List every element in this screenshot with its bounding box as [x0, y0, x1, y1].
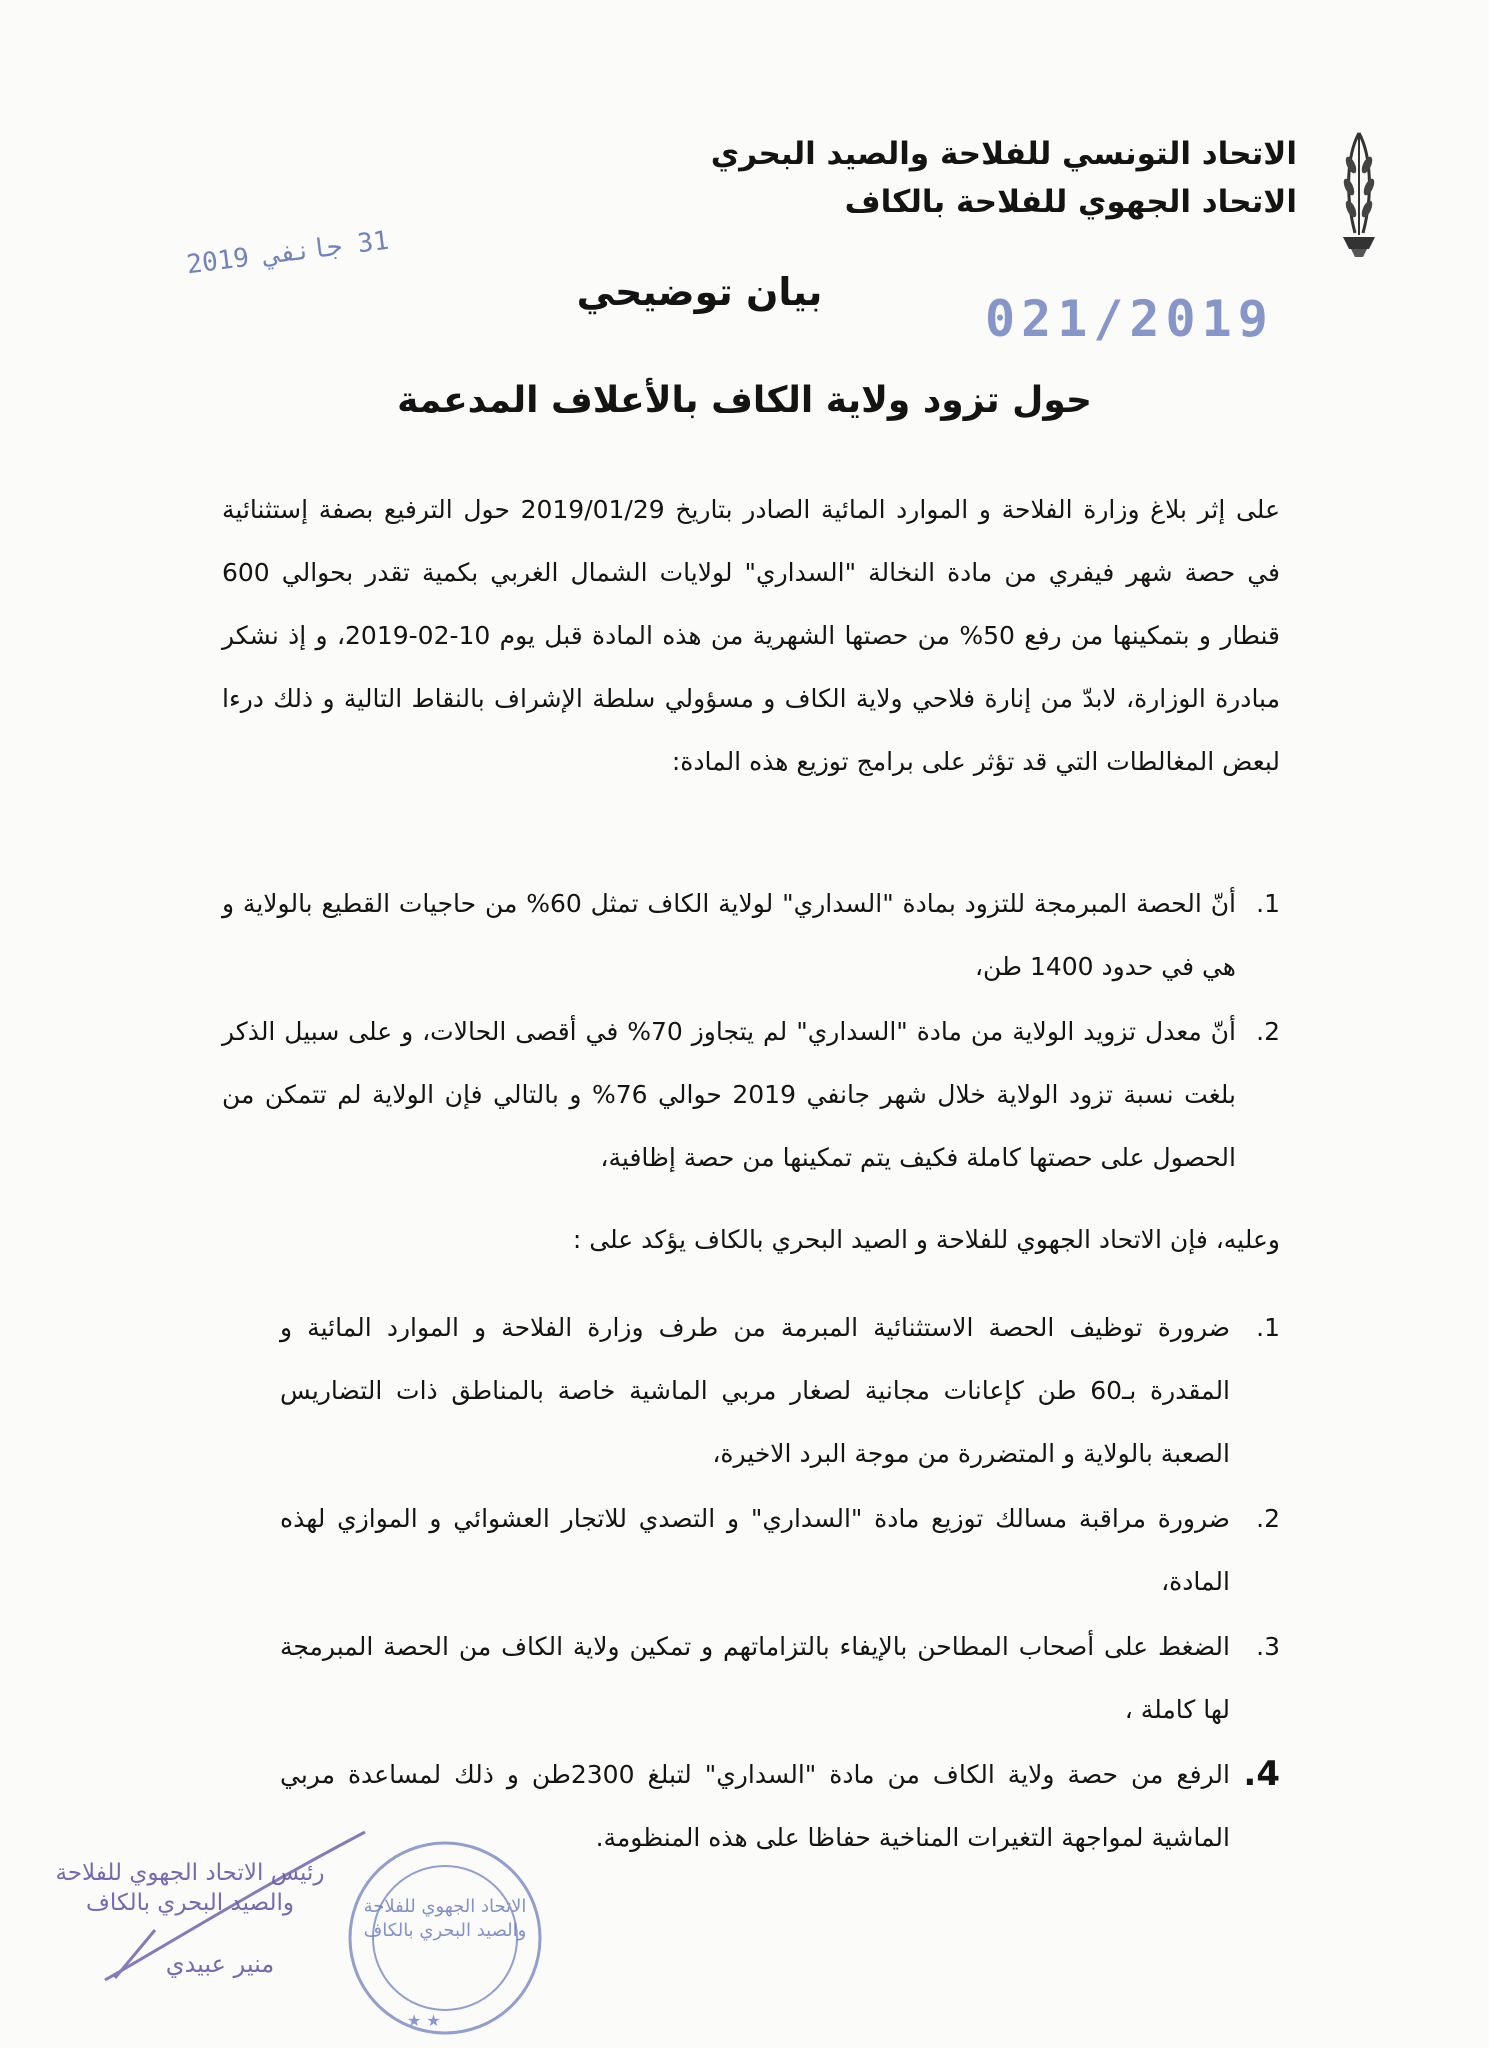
list-item	[280, 1296, 1280, 1485]
list-item-number: 2.	[1256, 1504, 1280, 1533]
org-name-national: الاتحاد التونسي للفلاحة والصيد البحري	[710, 136, 1297, 172]
received-date-stamp: 31 جانفي 2019	[184, 225, 391, 281]
organization-header	[597, 130, 1297, 226]
list-item-text: ضرورة مراقبة مسالك توزيع مادة "السداري" و التصدي للاتجار العشوائي و الموازي لهذه المادة،	[280, 1504, 1230, 1596]
list-item	[222, 872, 1280, 998]
svg-text:★ ★: ★ ★	[407, 2011, 441, 2030]
reference-number-stamp: 021/2019	[985, 290, 1274, 348]
list-item	[222, 1000, 1280, 1189]
signatory-title: رئيس الاتحاد الجهوي للفلاحة والصيد البحري بالكاف	[55, 1860, 325, 1916]
list-item	[280, 1487, 1280, 1613]
org-name-regional: الاتحاد الجهوي للفلاحة بالكاف	[844, 184, 1297, 220]
seal-inscription: الاتحاد الجهوي للفلاحة والصيد البحري بالكاف	[363, 1896, 527, 1941]
list-item-text: أنّ الحصة المبرمجة للتزود بمادة "السداري" لولاية الكاف تمثل 60% من حاجيات القطيع بالولاية و هي في حدود 1400 طن،	[222, 889, 1237, 981]
list-item-text: الرفع من حصة ولاية الكاف من مادة "السداري" لتبلغ 2300طن و ذلك لمساعدة مربي الماشية لمواجهة التغيرات المناخية حفاظا على هذه المنظومة.	[280, 1760, 1230, 1852]
clarification-points-list	[222, 872, 1280, 1191]
list-item	[280, 1615, 1280, 1741]
demands-list	[280, 1296, 1280, 1871]
list-item-text: الضغط على أصحاب المطاحن بالإيفاء بالتزاماتهم و تمكين ولاية الكاف من الحصة المبرمجة لها كاملة ،	[280, 1632, 1230, 1724]
signatory-name: منير عبيدي	[165, 1950, 275, 1978]
conclusion-sentence: وعليه، فإن الاتحاد الجهوي للفلاحة و الصيد البحري بالكاف يؤكد على :	[572, 1225, 1280, 1254]
document-subtitle: حول تزود ولاية الكاف بالأعلاف المدعمة	[397, 380, 1092, 421]
wheat-emblem-icon	[1329, 125, 1389, 260]
list-item-number: 2.	[1256, 1017, 1280, 1046]
document-title: بيان توضيحي	[576, 270, 823, 314]
intro-paragraph: على إثر بلاغ وزارة الفلاحة و الموارد المائية الصادر بتاريخ 2019/01/29 حول الترفيع بصفة إستثنائية في حصة شهر فيفري من مادة النخالة "السداري" لولايات الشمال الغربي بكمية تقدر بحوالي 600 قنطار و بتمكينها من رفع 50% من حصتها الشهرية من هذه المادة قبل يوم 10-02-2019، و إذ نشكر مبادرة الوزارة، لابدّ من إنارة فلاحي ولاية الكاف و مسؤولي سلطة الإشراف بالنقاط التالية و ذلك درءا لبعض المغالطات التي قد تؤثر على برامج توزيع هذه المادة:	[222, 495, 1281, 776]
list-item-number: 1.	[1256, 1313, 1280, 1342]
list-item-number: 4.	[1243, 1754, 1280, 1794]
list-item-number: 1.	[1256, 889, 1280, 918]
list-item-number: 3.	[1256, 1632, 1280, 1661]
list-item-text: ضرورة توظيف الحصة الاستثنائية المبرمة من طرف وزارة الفلاحة و الموارد المائية و المقدرة بـ60 طن كإعانات مجانية لصغار مربي الماشية خاصة بالمناطق ذات التضاريس الصعبة بالولاية و المتضررة من موجة البرد الاخيرة،	[280, 1313, 1231, 1468]
list-item-text: أنّ معدل تزويد الولاية من مادة "السداري" لم يتجاوز 70% في أقصى الحالات، و على سبيل الذكر بلغت نسبة تزود الولاية خلال شهر جانفي 2019 حوالي 76% و بالتالي فإن الولاية لم تتمكن من الحصول على حصتها كاملة فكيف يتم تمكينها من حصة إظافية،	[222, 1017, 1237, 1172]
